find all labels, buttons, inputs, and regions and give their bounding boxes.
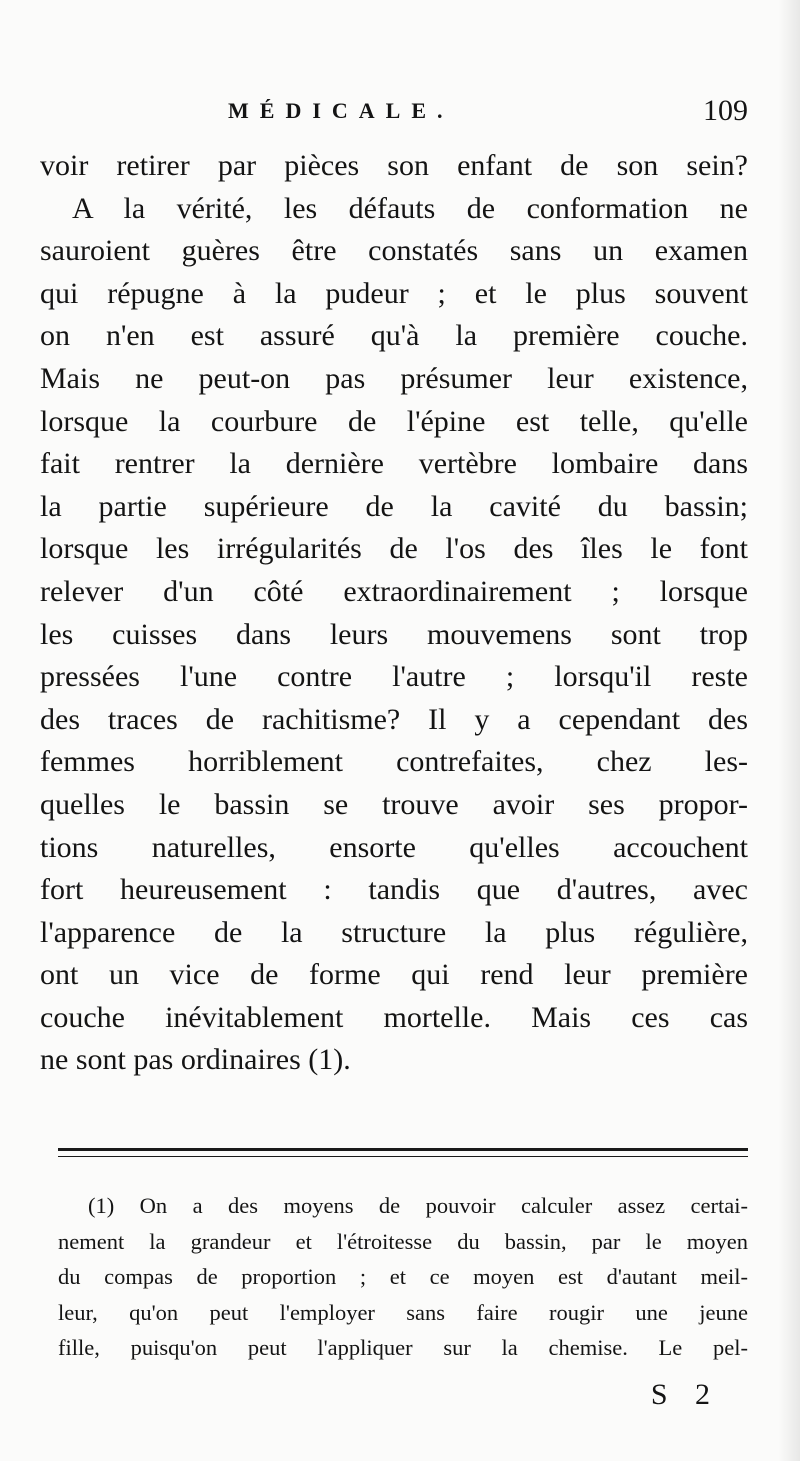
text-line: sauroient guères être constatés sans un examen [40,234,748,268]
text-line: fait rentrer la dernière vertèbre lombaire dans [40,447,748,481]
page-header [48,94,748,138]
body-text [40,145,748,1082]
text-line: les cuisses dans leurs mouvemens sont trop [40,617,748,651]
text-line: relever d'un côté extraordinairement ; lorsque [40,574,748,608]
footnote-line: fille, puisqu'on peut l'appliquer sur la chemise. Le pel- [58,1335,748,1360]
footnote-line: (1) On a des moyens de pouvoir calculer assez certai- [88,1193,748,1218]
footnote-rule [58,1148,748,1151]
text-line: couche inévitablement mortelle. Mais ces cas [40,1000,748,1034]
text-line: qui répugne à la pudeur ; et le plus souvent [40,276,748,310]
page-number: 109 [703,94,748,127]
text-line: femmes horriblement contrefaites, chez les- [40,745,748,779]
text-line: pressées l'une contre l'autre ; lorsqu'il reste [40,660,748,694]
footnote-line: du compas de proportion ; et ce moyen est d'autant meil- [58,1264,748,1289]
text-line: lorsque les irrégularités de l'os des îles le font [40,532,748,566]
text-line: quelles le bassin se trouve avoir ses propor- [40,787,748,821]
text-line: ont un vice de forme qui rend leur première [40,958,748,992]
text-line: A la vérité, les défauts de conformation ne [72,191,748,225]
text-line: ne sont pas ordinaires (1). [40,1043,351,1077]
page-edge-shadow [778,0,800,1461]
text-line: tions naturelles, ensorte qu'elles accouchent [40,830,748,864]
text-line: fort heureusement : tandis que d'autres, avec [40,873,748,907]
text-line: voir retirer par pièces son enfant de son sein? [40,149,748,182]
text-line: Mais ne peut-on pas présumer leur existence, [40,361,748,395]
footnote [58,1188,748,1366]
footnote-rule-thin [58,1156,748,1157]
text-line: l'apparence de la structure la plus régulière, [40,915,748,949]
text-line: la partie supérieure de la cavité du bassin; [40,489,748,523]
text-line: lorsque la courbure de l'épine est telle, qu'elle [40,404,748,438]
running-head: MÉDICALE. [228,98,454,123]
text-line: on n'en est assuré qu'à la première couche. [40,319,748,353]
signature-mark: S 2 [650,1378,720,1411]
text-line: des traces de rachitisme? Il y a cependant des [40,702,748,736]
footnote-line: nement la grandeur et l'étroitesse du bassin, par le moyen [58,1228,748,1254]
footnote-line: leur, qu'on peut l'employer sans faire rougir une jeune [58,1299,748,1325]
